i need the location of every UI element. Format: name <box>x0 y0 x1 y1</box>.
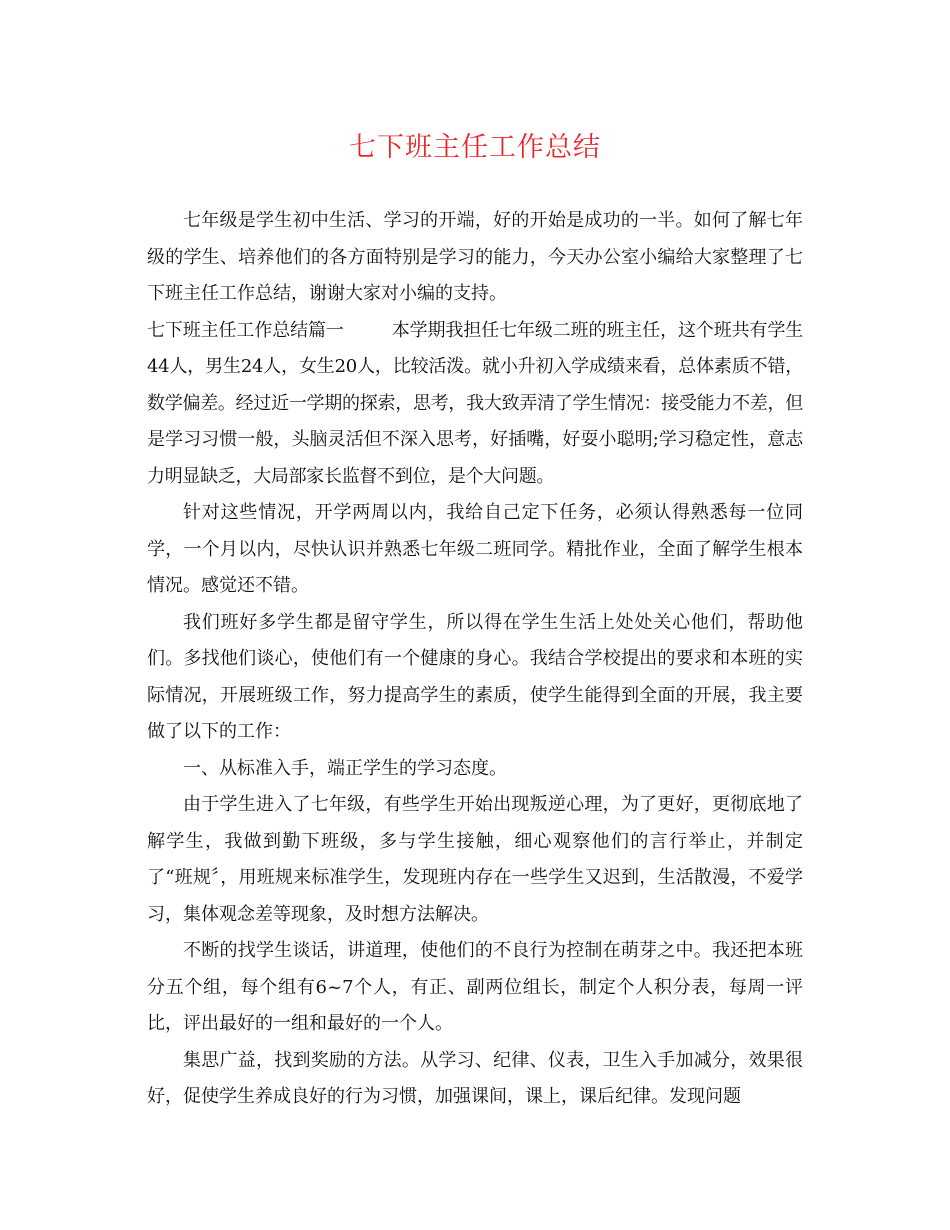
section-one-text: 本学期我担任七年级二班的班主任，这个班共有学生44人，男生24人，女生20人，比较活泼。就小升初入学成绩来看，总体素质不错，数学偏差。经过近一学期的探索，思考，我大致弄清了学生情况：接受能力不差，但是学习习惯一般，头脑灵活但不深入思考，好插嘴，好耍小聪明;学习稳定性，意志力明显缺乏，大局部家长监督不到位，是个大问题。 <box>147 319 803 487</box>
paragraph-intro: 七年级是学生初中生活、学习的开端，好的开始是成功的一半。如何了解七年级的学生、培养他们的各方面特别是学习的能力，今天办公室小编给大家整理了七下班主任工作总结，谢谢大家对小编的支持。 <box>147 210 803 304</box>
document-title: 七下班主任工作总结 <box>349 132 601 163</box>
paragraph: 集思广益，找到奖励的方法。从学习、纪律、仪表，卫生入手加减分，效果很好，促使学生养成良好的行为习惯，加强课间，课上，课后纪律。发现问题 <box>147 1049 803 1107</box>
paragraph: 由于学生进入了七年级，有些学生开始出现叛逆心理，为了更好，更彻底地了解学生，我做到勤下班级，多与学生接触，细心观察他们的言行举止，并制定了“班规〞，用班规来标准学生，发现班内存在一些学生又迟到，生活散漫，不爱学习，集体观念差等现象，及时想方法解决。 <box>147 794 803 925</box>
paragraph: 我们班好多学生都是留守学生，所以得在学生生活上处处关心他们，帮助他们。多找他们谈心，使他们有一个健康的身心。我结合学校提出的要求和本班的实际情况，开展班级工作，努力提高学生的素质，使学生能得到全面的开展，我主要做了以下的工作： <box>147 611 803 742</box>
paragraph-section-one <box>147 313 803 496</box>
paragraph-subheading: 一、从标准入手，端正学生的学习态度。 <box>183 757 507 779</box>
section-heading: 七下班主任工作总结篇一 <box>147 319 344 341</box>
document-body <box>147 203 803 1116</box>
paragraph: 针对这些情况，开学两周以内，我给自己定下任务，必须认得熟悉每一位同学，一个月以内，尽快认识并熟悉七年级二班同学。精批作业，全面了解学生根本情况。感觉还不错。 <box>147 502 803 596</box>
paragraph: 不断的找学生谈话，讲道理，使他们的不良行为控制在萌芽之中。我还把本班分五个组，每个组有6~7个人，有正、副两位组长，制定个人积分表，每周一评比，评出最好的一组和最好的一个人。 <box>147 940 803 1034</box>
